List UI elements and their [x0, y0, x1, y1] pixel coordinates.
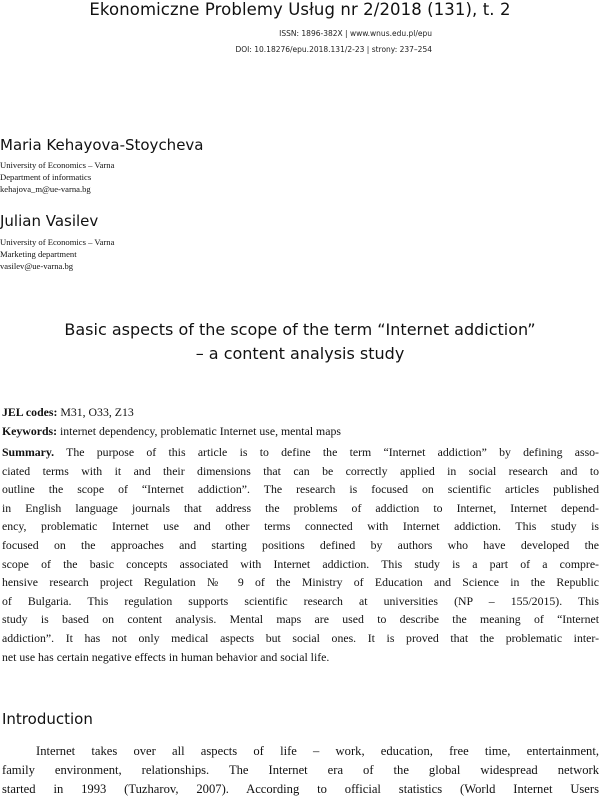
jel-label: JEL codes: [2, 405, 58, 419]
summary-line: scope of the basic concepts associated with Internet addiction. This study is a part of a compre- [2, 556, 599, 571]
keywords-value: internet dependency, problematic Internet use, mental maps [60, 424, 341, 438]
introduction-body [2, 742, 599, 799]
introduction-line: Internet takes over all aspects of life – work, education, free time, entertainment, [36, 744, 599, 758]
summary-line: hensive research project Regulation № 9 of the Ministry of Education and Science in the Republic [2, 575, 599, 590]
summary-line: addiction”. It has not only medical aspects but social ones. It is proved that the problematic inter- [2, 630, 599, 645]
summary-line: net use has certain negative effects in human behavior and social life. [2, 649, 330, 664]
author-affiliation: University of Economics – Varna [0, 160, 115, 170]
article-title [0, 318, 600, 366]
summary [2, 443, 599, 666]
summary-line: focused on the approaches and starting positions defined by authors who have developed the [2, 537, 599, 552]
summary-line: Summary. The purpose of this article is to define the term “Internet addiction” by defining asso- [2, 445, 599, 459]
summary-line: ciated terms with it and their dimensions that can be correctly applied in social research and to [2, 463, 599, 478]
summary-line: study is based on content analysis. Mental maps are used to describe the meaning of “Internet [2, 612, 599, 627]
author-department: Marketing department [0, 249, 77, 259]
article-title-line: – a content analysis study [195, 344, 405, 363]
summary-line: in English language journals that address the problems of addiction to Internet, Internet depend- [2, 500, 599, 515]
author-email: vasilev@ue-varna.bg [0, 261, 74, 271]
introduction-line: started in 1993 (Tuzharov, 2007). According to official statistics (World Internet Users [2, 782, 599, 796]
article-title-line: Basic aspects of the scope of the term “Internet addiction” [64, 320, 536, 339]
summary-line: of Bulgaria. This regulation supports scientific research at universities (NP – 155/2015). This [2, 593, 599, 608]
keywords [2, 424, 341, 439]
author-name: Julian Vasilev [0, 212, 99, 230]
introduction-line: family environment, relationships. The Internet era of the global widespread network [2, 763, 599, 777]
keywords-label: Keywords: [2, 424, 58, 438]
author-affiliation: University of Economics – Varna [0, 237, 115, 247]
author-name: Maria Kehayova-Stoycheva [0, 136, 204, 154]
doi-line: DOI: 10.18276/epu.2018.131/2-23 | strony: 237–254 [235, 45, 432, 54]
summary-line: outline the scope of “Internet addiction”. The research is focused on scientific articles published [2, 482, 599, 497]
summary-label: Summary. [2, 445, 55, 459]
issn-line: ISSN: 1896-382X | www.wnus.edu.pl/epu [279, 29, 432, 38]
journal-title: Ekonomiczne Problemy Usług nr 2/2018 (131), t. 2 [89, 0, 511, 19]
jel-value: M31, O33, Z13 [60, 405, 134, 419]
jel-codes [2, 405, 134, 420]
section-heading-introduction: Introduction [2, 710, 93, 728]
author-department: Department of informatics [0, 172, 92, 182]
author-email: kehajova_m@ue-varna.bg [0, 184, 91, 194]
summary-line: ency, problematic Internet use and other terms connected with Internet addiction. This study is [2, 519, 599, 534]
